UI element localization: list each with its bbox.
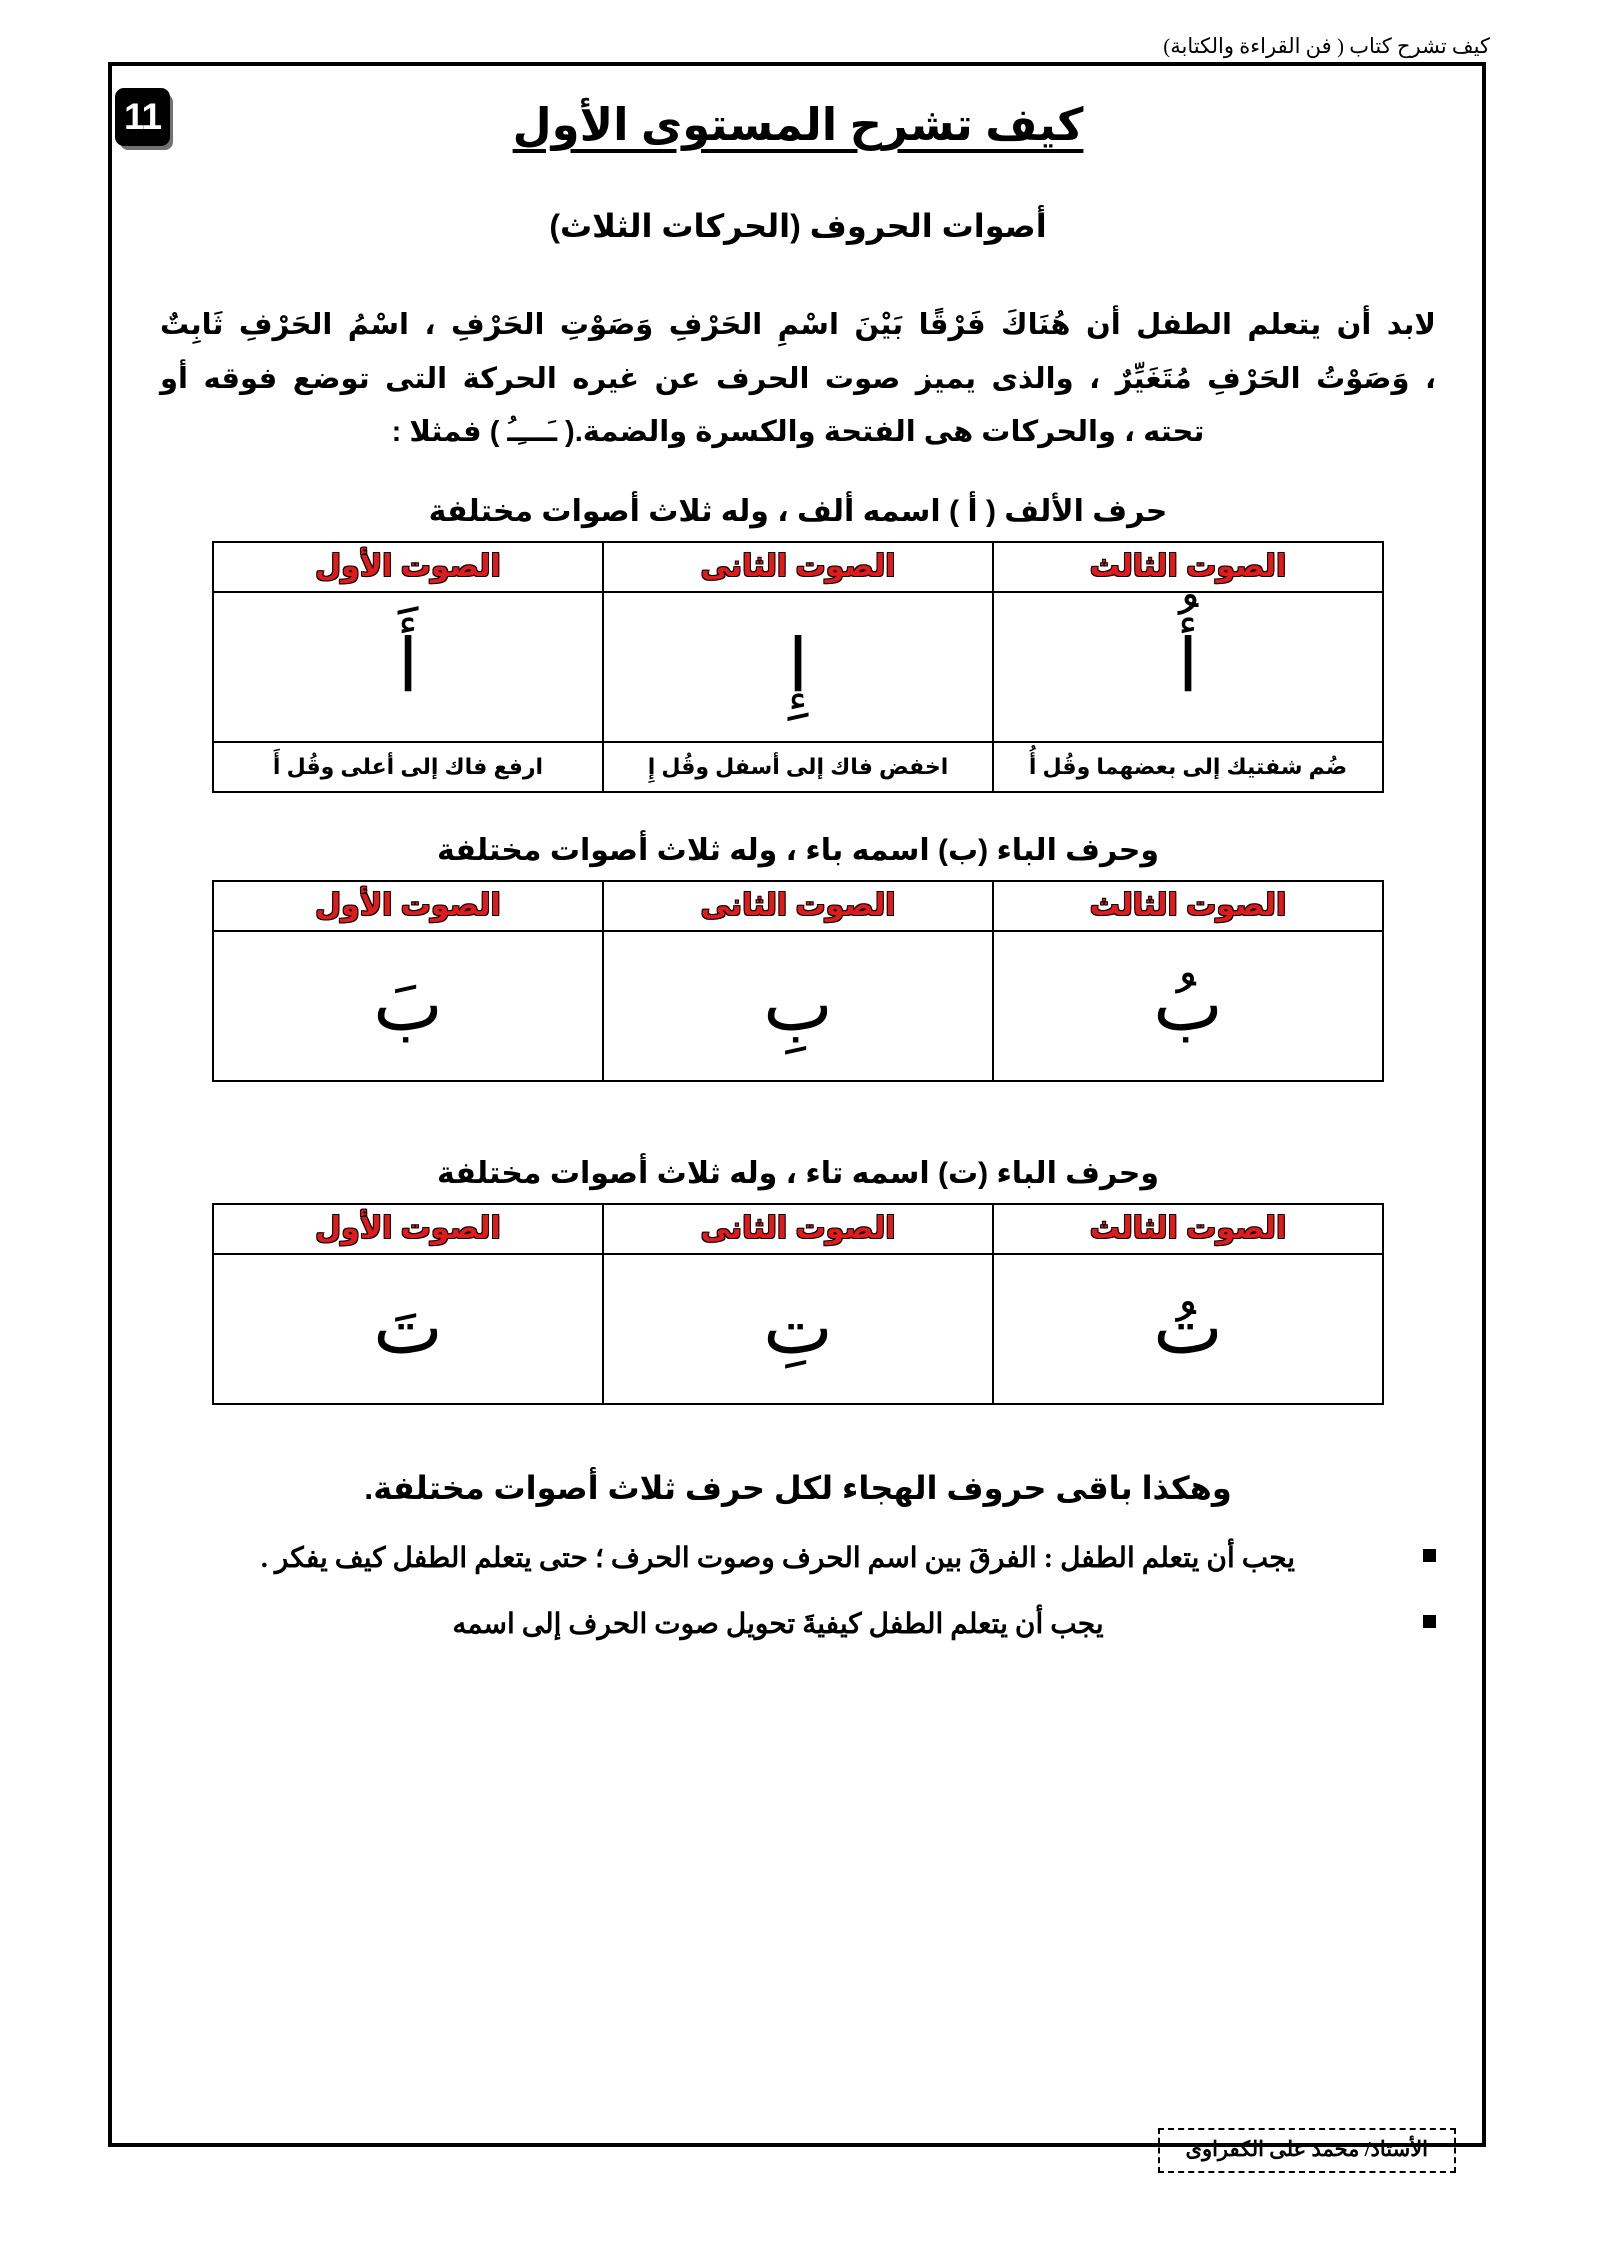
table-row-glyphs — [213, 931, 1383, 1081]
header-label-third: الصوت الثالث — [1089, 549, 1287, 583]
instruction-cell-third — [993, 742, 1383, 792]
letter-glyph-alef-kasra: إِ — [787, 623, 809, 710]
table-header-cell-third — [993, 542, 1383, 592]
glyph-cell-third — [993, 1254, 1383, 1404]
table-row-instructions — [213, 742, 1383, 792]
table-header-cell-second — [603, 1204, 993, 1254]
glyph-cell-second — [603, 931, 993, 1081]
table-header-cell-third — [993, 1204, 1383, 1254]
note-text: يجب أن يتعلم الطفل : الفرقَ بين اسم الحرف وصوت الحرف ؛ حتى يتعلم الطفل كيف يفكر . — [260, 1542, 1296, 1574]
glyph-cell-first — [213, 931, 603, 1081]
instruction-text-second: اخفض فاك إلى أسفل وقُل إِ — [647, 753, 949, 779]
header-label-third: الصوت الثالث — [1089, 1211, 1287, 1245]
header-label-second: الصوت الثانى — [700, 549, 896, 583]
header-label-first: الصوت الأول — [315, 888, 501, 922]
note-text: يجب أن يتعلم الطفل كيفيةَ تحويل صوت الحرف إلى اسمه — [452, 1608, 1104, 1640]
table-row-glyphs — [213, 1254, 1383, 1404]
letter-glyph-alef-damma: أُ — [1177, 623, 1199, 710]
table-header-cell-first — [213, 542, 603, 592]
letter-glyph-ta-kasra: تِ — [763, 1285, 833, 1372]
glyph-cell-first — [213, 1254, 603, 1404]
letter-glyph-ba-fatha: بَ — [373, 962, 443, 1049]
intro-line-2: ، وَصَوْتُ الحَرْفِ مُتَغَيِّرٌ ، والذى يميز صوت الحرف عن غيره الحركة التى توضع فوقه أو — [160, 362, 1436, 395]
header-label-second: الصوت الثانى — [700, 1211, 896, 1245]
square-bullet-icon — [1423, 1615, 1436, 1628]
page-subtitle: أصوات الحروف (الحركات الثلاث) — [549, 208, 1047, 244]
header-label-second: الصوت الثانى — [700, 888, 896, 922]
letter-glyph-ba-damma: بُ — [1153, 962, 1223, 1049]
glyph-cell-third — [993, 592, 1383, 742]
intro-line-3: تحته ، والحركات هى الفتحة والكسرة والضمة.( ـَـــِـُ ) فمثلا : — [391, 416, 1205, 449]
list-item — [154, 1599, 1442, 1651]
letter-glyph-ta-fatha: تَ — [373, 1285, 443, 1372]
glyph-cell-third — [993, 931, 1383, 1081]
sound-table-ta — [212, 1203, 1384, 1405]
letter-glyph-ta-damma: تُ — [1153, 1285, 1223, 1372]
table-header-cell-first — [213, 1204, 603, 1254]
table-header-cell-second — [603, 881, 993, 931]
letter-glyph-ba-kasra: بِ — [763, 962, 833, 1049]
glyph-cell-second — [603, 592, 993, 742]
letter-glyph-alef-fatha: أَ — [397, 623, 419, 710]
table-row-headers — [213, 881, 1383, 931]
section-heading-alef: حرف الألف ( أ ) اسمه ألف ، وله ثلاث أصوات مختلفة — [428, 494, 1168, 528]
section-heading-ba: وحرف الباء (ب) اسمه باء ، وله ثلاث أصوات مختلفة — [437, 833, 1159, 867]
header-label-first: الصوت الأول — [315, 1211, 501, 1245]
instruction-text-third: ضُم شفتيك إلى بعضهما وقُل أُ — [1028, 753, 1348, 779]
instruction-text-first: ارفع فاك إلى أعلى وقُل أَ — [272, 753, 544, 779]
intro-line-1: لابد أن يتعلم الطفل أن هُنَاكَ فَرْقًا بَيْنَ اسْمِ الحَرْفِ وَصَوْتِ الحَرْفِ ، اسْمُ الحَرْفِ ثَابِتٌ — [160, 309, 1436, 341]
author-credit-box — [1158, 2128, 1456, 2173]
header-label-first: الصوت الأول — [315, 549, 501, 583]
header-label-third: الصوت الثالث — [1089, 888, 1287, 922]
glyph-cell-second — [603, 1254, 993, 1404]
running-header-text: كيف تشرح كتاب ( فن القراءة والكتابة) — [1163, 34, 1490, 58]
sound-table-alef — [212, 541, 1384, 793]
intro-paragraph — [154, 299, 1442, 460]
author-credit-text: الأستاذ/ محمد على الكفراوى — [1185, 2137, 1428, 2161]
sound-table-ba — [212, 880, 1384, 1082]
table-header-cell-second — [603, 542, 993, 592]
section-heading-ta: وحرف الباء (ت) اسمه تاء ، وله ثلاث أصوات مختلفة — [437, 1156, 1159, 1190]
page-content — [126, 70, 1470, 1665]
table-row-headers — [213, 542, 1383, 592]
page-title: كيف تشرح المستوى الأول — [512, 99, 1084, 150]
instruction-cell-second — [603, 742, 993, 792]
square-bullet-icon — [1423, 1549, 1436, 1562]
table-row-glyphs — [213, 592, 1383, 742]
notes-list — [154, 1533, 1442, 1651]
page-footer — [108, 2128, 1486, 2198]
table-row-headers — [213, 1204, 1383, 1254]
page-number-value: 11 — [123, 96, 162, 137]
table-header-cell-first — [213, 881, 603, 931]
instruction-cell-first — [213, 742, 603, 792]
table-header-cell-third — [993, 881, 1383, 931]
page-number-badge — [115, 88, 170, 146]
closing-statement: وهكذا باقى حروف الهجاء لكل حرف ثلاث أصوات مختلفة. — [364, 1469, 1232, 1506]
list-item — [154, 1533, 1442, 1585]
glyph-cell-first — [213, 592, 603, 742]
